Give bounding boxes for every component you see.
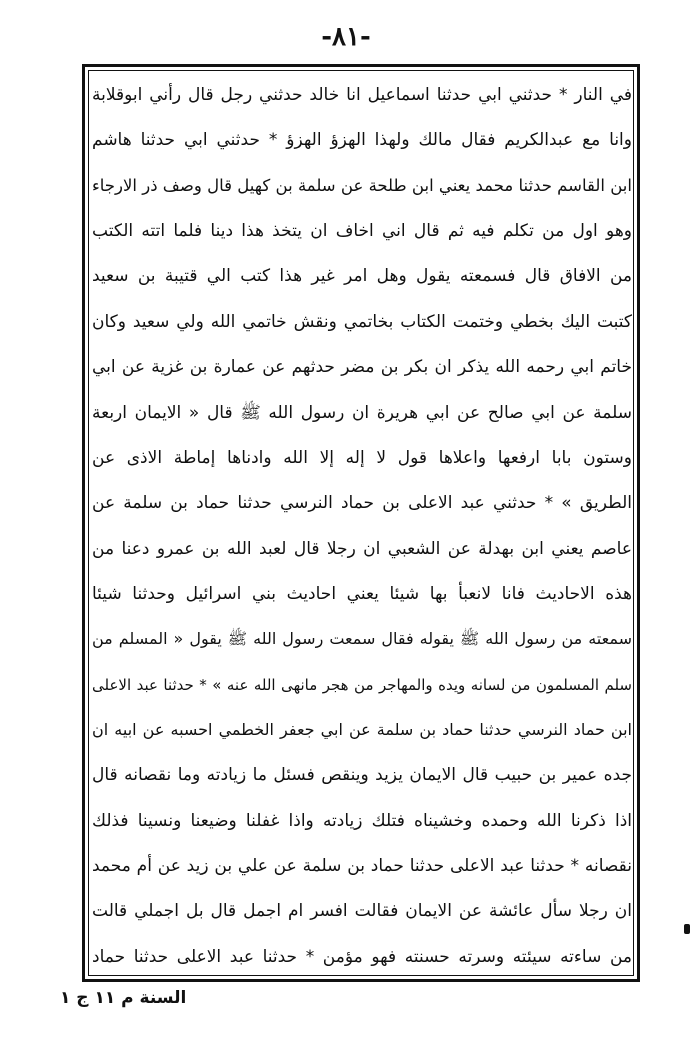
edge-ink-mark bbox=[684, 924, 690, 934]
text-line: وهو اول من تكلم فيه ثم قال اني اخاف ان يتخذ هذا دينا فلما اتته الكتب bbox=[92, 221, 632, 242]
text-line: سمعته من رسول الله ﷺ يقوله فقال سمعت رسول الله ﷺ يقول « المسلم من bbox=[92, 629, 632, 649]
footer-signature: السنة م ١١ ج ١ bbox=[60, 988, 187, 1008]
page-number: -٨١- bbox=[321, 22, 371, 52]
text-line: وانا مع عبدالكريم فقال مالك ولهذا الهزؤ الهزؤ * حدثني ابي حدثنا هاشم bbox=[92, 130, 632, 151]
text-line: من الافاق قال فسمعته يقول وهل امر غير هذا كتب الي قتيبة بن سعيد bbox=[92, 266, 632, 287]
text-line: ابن حماد النرسي حدثنا حماد بن سلمة عن ابي جعفر الخطمي احسبه عن ابيه ان bbox=[92, 720, 632, 740]
text-line: وستون بابا ارفعها واعلاها قول لا إله إلا الله وادناها إماطة الاذى عن bbox=[92, 447, 632, 468]
text-line: عاصم يعني ابن بهدلة عن الشعبي ان رجلا قال لعبد الله بن عمرو دعنا من bbox=[92, 538, 632, 559]
text-line: نقصانه * حدثنا عبد الاعلى حدثنا حماد بن سلمة عن علي بن زيد عن أم محمد bbox=[92, 856, 632, 877]
text-line: اذا ذكرنا الله وحمده وخشيناه فتلك زيادته واذا غفلنا وضيعنا ونسينا فذلك bbox=[92, 810, 632, 831]
text-line: ان رجلا سأل عائشة عن الايمان فقالت افسر ام اجمل قال بل اجملي قالت bbox=[92, 901, 632, 922]
text-line: سلم المسلمون من لسانه ويده والمهاجر من هجر مانهى الله عنه » * حدثنا عبد الاعلى bbox=[92, 675, 632, 694]
text-line: جده عمير بن حبيب قال الايمان يزيد وينقص فسئل ما زيادته وما نقصانه قال bbox=[92, 765, 632, 786]
text-line: ابن القاسم حدثنا محمد يعني ابن طلحة عن سلمة بن كهيل قال وصف ذر الارجاء bbox=[92, 175, 632, 195]
text-line: من ساءته سيئته وسرته حسنته فهو مؤمن * حدثنا عبد الاعلى حدثنا حماد bbox=[92, 946, 632, 967]
text-block bbox=[92, 82, 632, 970]
text-line: هذه الاحاديث فانا لانعبأ بها شيئا يعني احاديث بني اسرائيل وحدثنا شيئا bbox=[92, 583, 632, 604]
text-line: كتبت اليك بخطي وختمت الكتاب بخاتمي ونقش خاتمي الله ولي سعيد وكان bbox=[92, 311, 632, 332]
text-line: الطريق » * حدثني عبد الاعلى بن حماد النرسي حدثنا حماد بن سلمة عن bbox=[92, 493, 632, 514]
text-line: في النار * حدثني ابي حدثنا اسماعيل انا خالد حدثني رجل قال رأني ابوقلابة bbox=[92, 85, 632, 105]
text-line: خاتم ابي رحمه الله يذكر ان بكر بن مضر حدثهم عن عمارة بن غزية عن ابي bbox=[92, 357, 632, 378]
text-line: سلمة عن ابي صالح عن ابي هريرة ان رسول الله ﷺ قال « الايمان اربعة bbox=[92, 402, 632, 423]
